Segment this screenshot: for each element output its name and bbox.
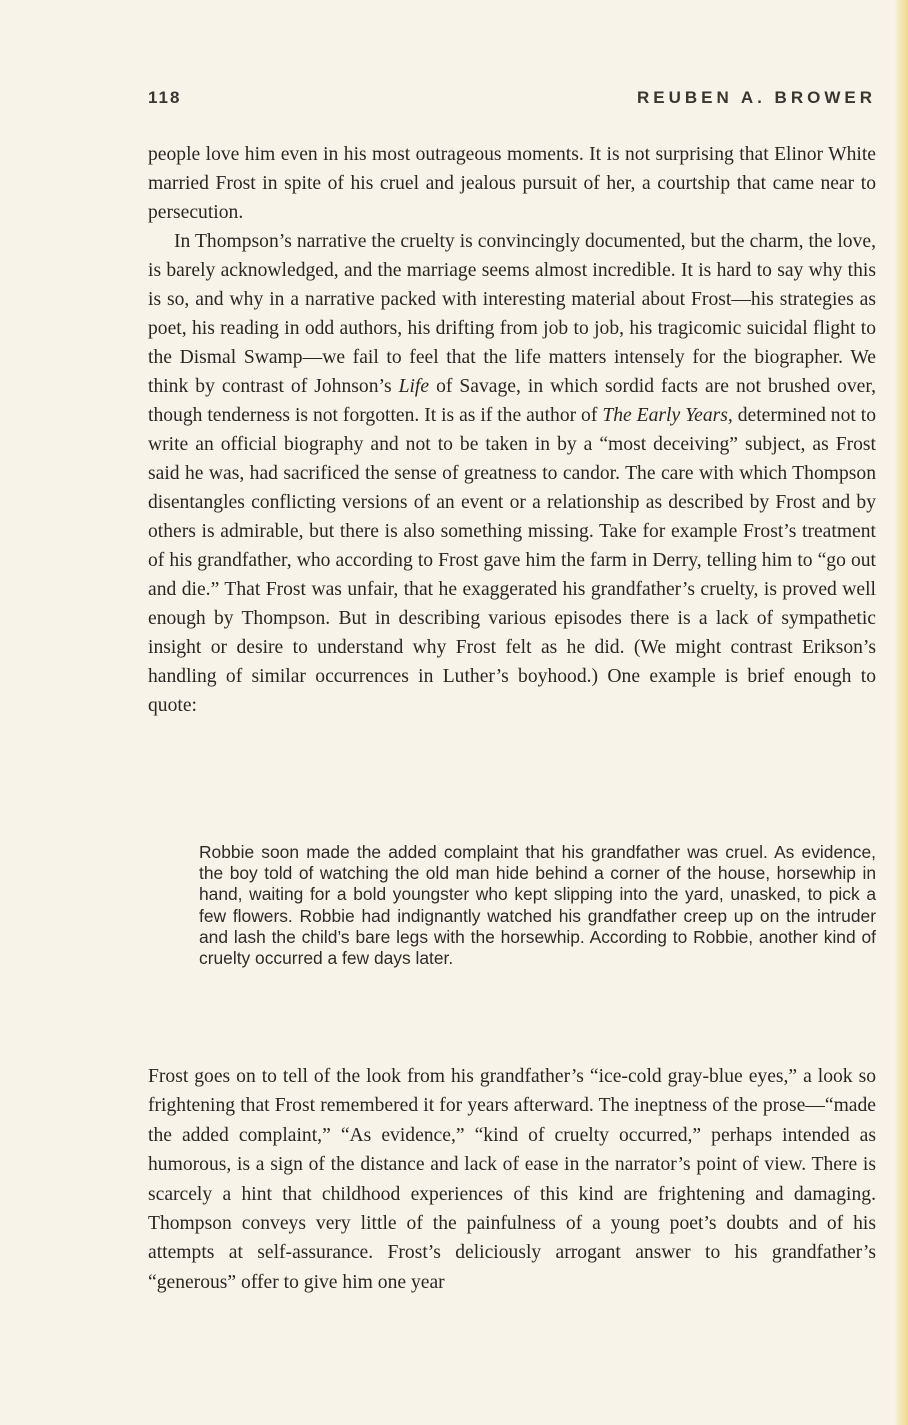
running-header [148, 88, 876, 114]
block-quote-text: Robbie soon made the added complaint that his grandfather was cruel. As evidence, the boy told of watching the old man hide behind a corner of the house, horsewhip in hand, waiting for a bold youngster who kept slipping into the yard, unasked, to pick a few flowers. Robbie had indignantly watched his grandfather creep up on the intruder and lash the child’s bare legs with the horsewhip. According to Robbie, another kind of cruelty occurred a few days later. [199, 842, 876, 969]
main-text-bottom [148, 1062, 876, 1297]
running-head-author: REUBEN A. BROWER [636, 88, 876, 107]
paragraph-2-text-c: determined not to write an official biography and not to be taken in by a “most deceiving” subject, as Frost said he was, had sacrificed the sense of greatness to candor. The care with which Thompson disentangles conflicting versions of an event or a relationship as described by Frost and by others is admirable, but there is also something missing. Take for example Frost’s treatment of his grandfather, who according to Frost gave him the farm in Derry, telling him to “go out and die.” That Frost was unfair, that he exaggerated his grandfather’s cruelty, is proved well enough by Thompson. But in describing various episodes there is a lack of sympathetic insight or desire to understand why Frost felt as he did. (We might contrast Erikson’s handling of similar occurrences in Luther’s boyhood.) One example is brief enough to quote: [148, 405, 877, 716]
paragraph-2-text-a: In Thompson’s narrative the cruelty is convincingly documented, but the charm, the love, is barely acknowledged, and the marriage seems almost incredible. It is hard to say why this is so, and why in a narrative packed with interesting material about Frost—his strategies as poet, his reading in odd authors, his drifting from job to job, his tragicomic suicidal flight to the Dismal Swamp—we fail to feel that the life matters intensely for the biographer. We think by contrast of Johnson’s [148, 231, 876, 397]
paragraph-2 [148, 227, 876, 720]
title-life: Life [398, 376, 430, 397]
page-edge-shading [894, 0, 908, 1425]
paragraph-3: Frost goes on to tell of the look from his grandfather’s “ice-cold gray-blue eyes,” a look so frightening that Frost remembered it for years afterward. The ineptness of the prose—“made the added complaint,” “As evidence,” “kind of cruelty occurred,” perhaps intended as humorous, is a sign of the distance and lack of ease in the narrator’s point of view. There is scarcely a hint that childhood experiences of this kind are frightening and damaging. Thompson conveys very little of the painfulness of a young poet’s doubts and of his attempts at self-assurance. Frost’s deliciously arrogant answer to his grandfather’s “generous” offer to give him one year [148, 1066, 876, 1293]
title-early-years: The Early Years, [602, 405, 733, 426]
paragraph-2-text-b: of Savage, in which sordid facts are not brushed over, though tenderness is not forgotten. It is as if the author of [148, 376, 876, 426]
block-quote [199, 842, 876, 969]
main-text-top [148, 140, 876, 720]
paragraph-1: people love him even in his most outrageous moments. It is not surprising that Elinor White married Frost in spite of his cruel and jealous pursuit of her, a courtship that came near to persecution. [148, 144, 876, 223]
page-number: 118 [148, 88, 182, 107]
